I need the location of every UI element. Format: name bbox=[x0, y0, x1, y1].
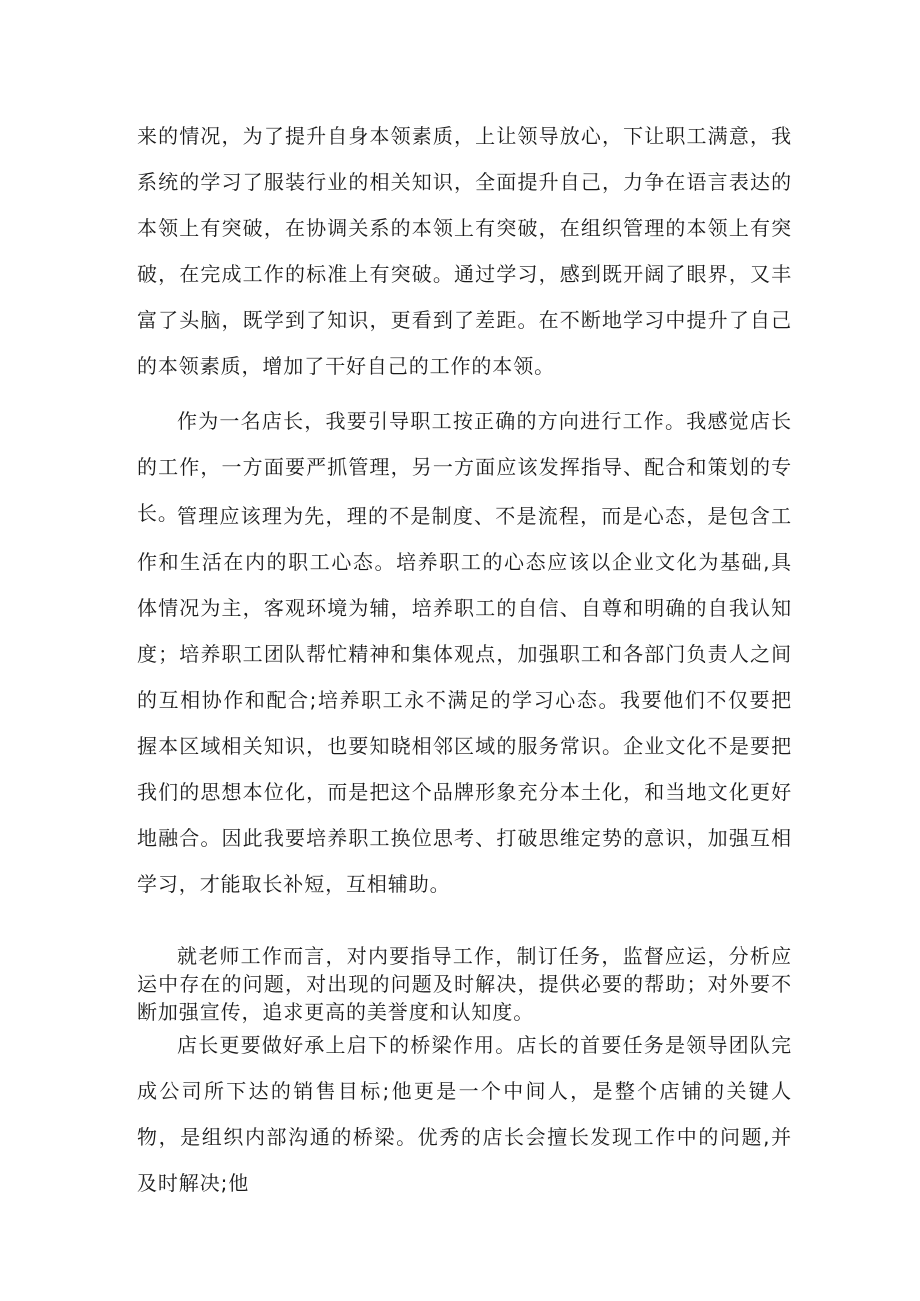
paragraph-text: 就老师工作而言，对内要指导工作，制订任务，监督应运，分析应运中存在的问题，对出现的问题及时解决，提供必要的帮助；对外要不断加强宣传，追求更高的美誉度和认知度。 bbox=[137, 944, 792, 1024]
paragraph-teacher-work bbox=[137, 942, 792, 1026]
paragraph-bridge-role bbox=[137, 1022, 792, 1206]
paragraph-management bbox=[137, 493, 792, 907]
paragraph-continuation bbox=[137, 113, 792, 389]
paragraph-text: 作为一名店长，我要引导职工按正确的方向进行工作。我感觉店长的工作，一方面要严抓管理，另一方面应该发挥指导、配合和策划的专长。 bbox=[137, 409, 792, 525]
paragraph-text: 管理应该理为先，理的不是制度、不是流程，而是心态，是包含工作和生活在内的职工心态。培养职工的心态应该以企业文化为基础,具体情况为主，客观环境为辅，培养职工的自信、自尊和明确的自我认知度；培养职工团队帮忙精神和集体观点，加强职工和各部门负责人之间的互相协作和配合;培养职工永不满足的学习心态。我要他们不仅要把握本区域相关知识，也要知晓相邻区域的服务常识。企业文化不是要把我们的思想本位化，而是把这个品牌形象充分本土化，和当地文化更好地融合。因此我要培养职工换位思考、打破思维定势的意识，加强互相学习，才能取长补短，互相辅助。 bbox=[137, 504, 792, 896]
paragraph-text: 店长更要做好承上启下的桥梁作用。店长的首要任务是领导团队完成公司所下达的销售目标;他更是一个中间人，是整个店铺的关键人物，是组织内部沟通的桥梁。优秀的店长会擅长发现工作中的问题,并及时解决;他 bbox=[137, 1033, 792, 1195]
paragraph-text: 来的情况，为了提升自身本领素质，上让领导放心，下让职工满意，我系统的学习了服装行业的相关知识，全面提升自己，力争在语言表达的本领上有突破，在协调关系的本领上有突破，在组织管理的本领上有突破，在完成工作的标准上有突破。通过学习，感到既开阔了眼界，又丰富了头脑，既学到了知识，更看到了差距。在不断地学习中提升了自己的本领素质，增加了干好自己的工作的本领。 bbox=[137, 124, 792, 378]
